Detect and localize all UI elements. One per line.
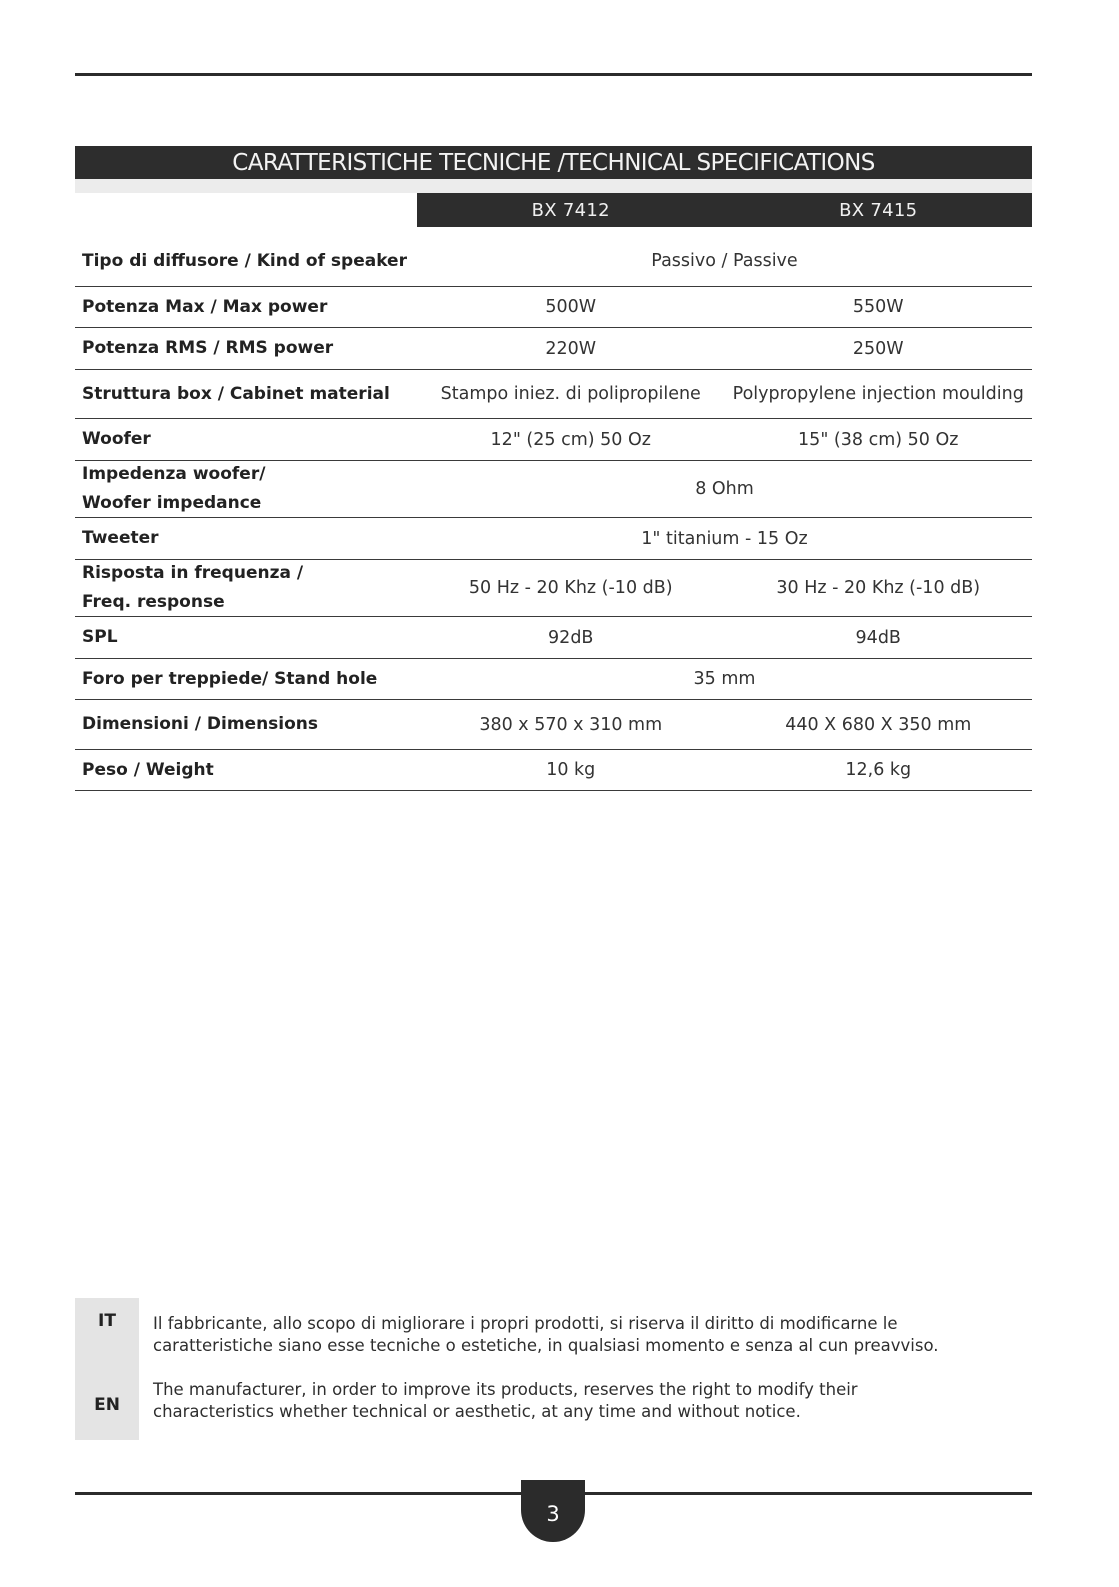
spec-value-model-1: 220W [545,338,597,359]
spec-label-line: Tipo di diffusore / Kind of speaker [82,250,407,271]
table-row [75,370,1032,419]
spec-label [75,559,417,617]
spec-label-line: Freq. response [82,592,225,612]
table-row [75,236,1032,287]
spec-label-line: Dimensioni / Dimensions [82,714,319,734]
lang-tag-it: IT [98,1311,116,1331]
model-name-2: BX 7415 [839,199,918,221]
title-shadow [75,179,1032,193]
spec-value-model-1: 10 kg [546,760,596,780]
spec-value-model-1: 12" (25 cm) 50 Oz [490,429,651,450]
spec-label [75,623,417,652]
spec-label [75,247,417,276]
spec-label [75,425,417,454]
table-row [75,659,1032,700]
spec-value-model-2: 440 X 680 X 350 mm [785,714,972,735]
spec-value-shared: 35 mm [693,669,756,689]
spec-label [75,756,417,785]
spec-value-model-1: 380 x 570 x 310 mm [479,714,663,735]
notice-text-en: The manufacturer, in order to improve its products, reserves the right to modify their characteristics whether technical or aesthetic, at any time and without notice. [153,1380,858,1421]
spec-table [75,236,1032,791]
top-rule [75,73,1032,76]
spec-label [75,665,417,694]
spec-value-shared: 1" titanium - 15 Oz [641,528,808,549]
spec-value-shared: Passivo / Passive [651,251,798,271]
spec-value-shared: 8 Ohm [695,479,754,499]
table-row [75,700,1032,750]
spec-label-line: Woofer [82,429,151,449]
table-row [75,419,1032,461]
spec-label [75,460,417,518]
spec-label-line: SPL [82,627,118,647]
table-row [75,617,1032,659]
spec-label-line: Impedenza woofer/ [82,464,266,484]
spec-label-line: Risposta in frequenza / [82,563,304,583]
language-tab [75,1298,139,1440]
table-row [75,518,1032,560]
table-row [75,461,1032,518]
table-row [75,560,1032,617]
spec-value-model-2: 94dB [855,627,901,648]
page-number: 3 [546,1502,560,1526]
spec-label-line: Woofer impedance [82,493,262,513]
spec-label-line: Potenza RMS / RMS power [82,338,334,358]
spec-title-bar [75,146,1032,179]
spec-value-model-1: Stampo iniez. di polipropilene [440,384,701,404]
spec-label [75,524,417,553]
spec-value-model-2: 250W [852,338,904,359]
spec-label [75,293,417,322]
page-number-badge [521,1480,585,1542]
model-header [417,193,1032,227]
table-row [75,750,1032,791]
lang-tag-en: EN [94,1395,120,1415]
spec-value-model-2: 12,6 kg [845,760,912,780]
spec-value-model-1: 50 Hz - 20 Khz (-10 dB) [468,578,673,598]
spec-label [75,334,417,363]
spec-value-model-1: 500W [545,297,597,317]
spec-label-line: Foro per treppiede/ Stand hole [82,668,378,689]
table-row [75,287,1032,328]
spec-value-model-2: 550W [852,297,904,317]
spec-label-line: Tweeter [82,528,159,548]
spec-title: CARATTERISTICHE TECNICHE /TECHNICAL SPECIFICATIONS [232,149,875,176]
spec-value-model-2: Polypropylene injection moulding [732,384,1024,404]
table-row [75,328,1032,370]
model-name-1: BX 7412 [531,199,610,221]
spec-label [75,380,417,409]
spec-value-model-1: 92dB [548,627,594,648]
spec-value-model-2: 15" (38 cm) 50 Oz [798,429,959,450]
spec-value-model-2: 30 Hz - 20 Khz (-10 dB) [776,578,981,598]
notice-text-it: Il fabbricante, allo scopo di migliorare i propri prodotti, si riserva il diritto di modificarne le caratteristiche siano esse tecniche o estetiche, in qualsiasi momento e senza al cun preavviso. [153,1314,939,1355]
spec-label-line: Potenza Max / Max power [82,296,328,317]
spec-label-line: Struttura box / Cabinet material [82,383,390,404]
spec-label [75,710,417,739]
spec-label-line: Peso / Weight [82,759,214,780]
